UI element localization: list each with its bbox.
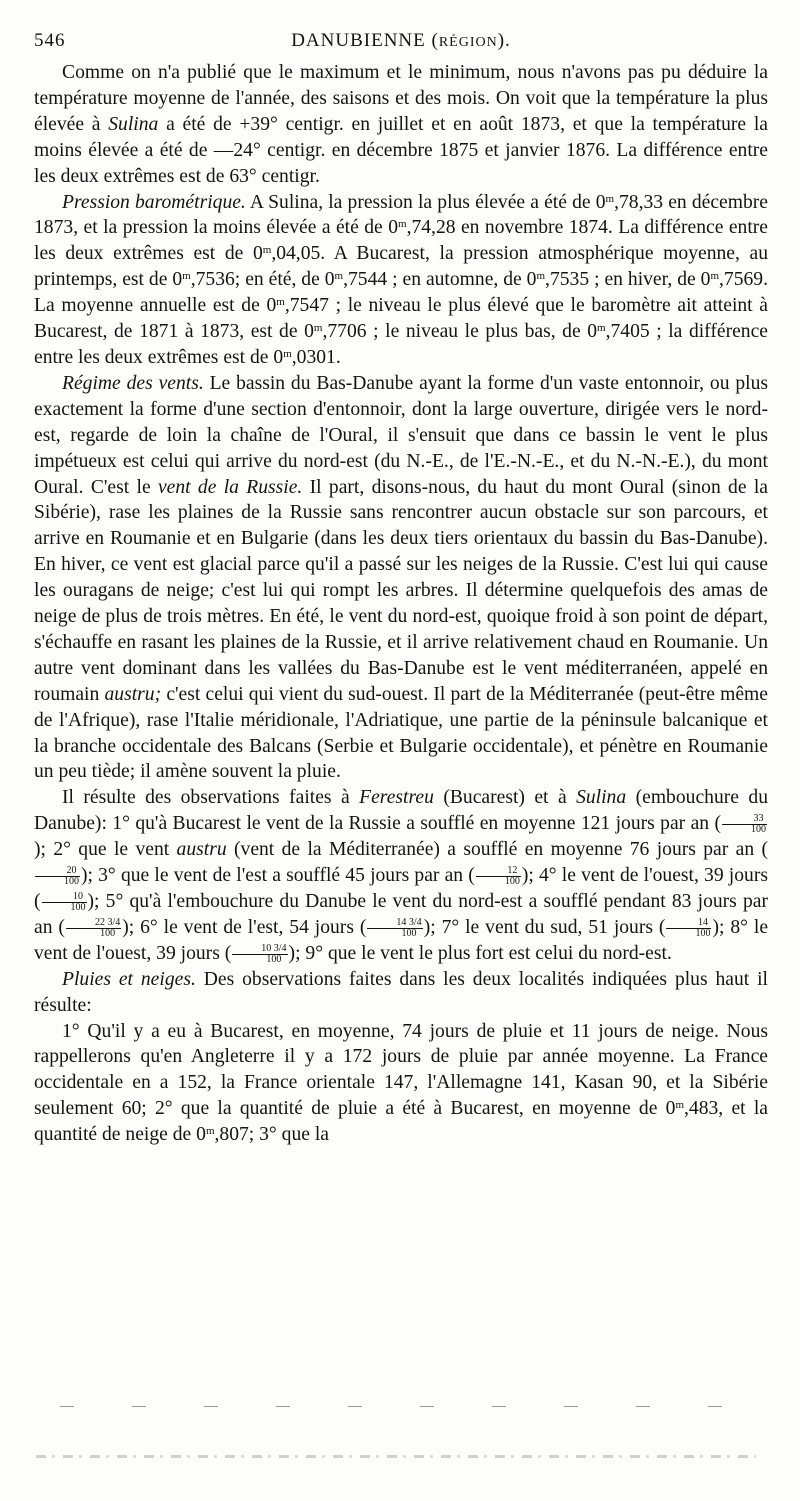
running-head-main: DANUBIENNE ( — [291, 30, 439, 51]
unit-superscript: m — [276, 296, 285, 309]
emphasis: vent de la Russie. — [157, 476, 303, 498]
text-run: (Bucarest) et à — [433, 787, 577, 809]
page-header — [34, 28, 768, 60]
place-name: Ferestreu — [359, 787, 434, 809]
emphasis: austru — [176, 839, 227, 861]
section-title: Pression barométrique. — [62, 191, 246, 213]
text-run: ,78,33 en décembre 1873, et la pression la moins élevée a été de 0 — [34, 191, 768, 239]
paragraph-pluies-detail — [34, 1019, 768, 1149]
unit-superscript: m — [675, 1099, 685, 1112]
text-run: ,0301. — [291, 346, 341, 368]
text-run: a été de +39° centigr. en juillet et en août 1873, et que la température la moins élevée a été de —24° centigr. en décembre 1875 et janvier 1876. La différence entre les deux extrêmes est de 63° centigr. — [34, 113, 768, 187]
fraction: $\frac{10 3/4}{100}$ — [232, 944, 287, 965]
text-run: ); 8° le vent de l'ouest, 39 jours ( — [34, 916, 769, 964]
text-run: ,7547 ; le niveau le plus élevé que le baromètre ait atteint à Bucarest, de 1871 à 1873, est de 0 — [34, 295, 768, 343]
paragraph-temperature — [34, 60, 768, 190]
text-run: ,04,05. A Bucarest, la pression atmosphérique moyenne, au printemps, est de 0 — [34, 243, 768, 291]
emphasis: austru; — [104, 683, 162, 705]
fraction: $\frac{22 3/4}{100}$ — [66, 918, 121, 939]
text-run: 1° Qu'il y a eu à Bucarest, en moyenne, 74 jours de pluie et 11 jours de neige. Nous rappellerons qu'en Angleterre il y a 172 jours de pluie par année moyenne. La France occidentale en a 152, la France orientale 147, l'Allemagne 141, Kasan 90, et la Sibérie seulement 60; 2° que la quantité de pluie a été à Bucarest, en moyenne de 0 — [34, 1020, 768, 1120]
fraction: $\frac{12}{100}$ — [476, 866, 521, 887]
text-run: ,7544 ; en automne, de 0 — [343, 269, 537, 291]
page — [34, 28, 768, 1148]
fraction: $\frac{20}{100}$ — [35, 866, 80, 887]
fraction: $\frac{10}{100}$ — [42, 892, 87, 913]
unit-superscript: m — [262, 244, 272, 257]
paragraph-observations — [34, 785, 768, 966]
text-run: ,7706 ; le niveau le plus bas, de 0 — [322, 321, 598, 343]
fraction: $\frac{14 3/4}{100}$ — [367, 918, 422, 939]
unit-superscript: m — [334, 270, 344, 283]
paragraph-pression — [34, 190, 768, 371]
paragraph-vents — [34, 371, 768, 786]
text-run: ,7535 ; en hiver, de 0 — [545, 269, 711, 291]
bleed-through-text — [36, 1455, 756, 1458]
text-run: Le bassin du Bas-Danube ayant la forme d'un vaste entonnoir, ou plus exactement la forme d'une section d'entonnoir, dont la large ouverture, dirigée vers le nord-est, regarde de loin la chaîne de l'Oural, il s'ensuit que dans ce bassin le vent le plus impétueux est celui qui arrive du nord-est (du N.-E., de l'E.-N.-E., et du N.-N.-E.), du mont Oural. C'est le — [34, 372, 769, 498]
text-run: A Sulina, la pression la plus élevée a été de 0 — [245, 191, 606, 213]
text-run: ,807; 3° que la — [214, 1124, 329, 1146]
unit-superscript: m — [605, 192, 615, 205]
unit-superscript: m — [205, 1125, 215, 1138]
unit-superscript: m — [313, 322, 323, 335]
text-run: ); 7° le vent du sud, 51 jours ( — [423, 916, 666, 938]
text-run: Il résulte des observations faites à — [62, 787, 360, 809]
text-run: Comme on n'a publié que le maximum et le minimum, nous n'avons pas pu déduire la température moyenne de l'année, des saisons et des mois. On voit que la température la plus élevée à — [34, 62, 768, 135]
unit-superscript: m — [182, 270, 191, 283]
fraction: $\frac{14}{100}$ — [666, 918, 711, 939]
text-run: Des observations faites dans les deux localités indiquées plus haut il résulte: — [34, 968, 768, 1016]
text-run: ,74,28 en novembre 1874. La différence entre les deux extrêmes est de 0 — [34, 217, 768, 265]
paragraph-pluies — [34, 967, 768, 1019]
body-text — [34, 60, 768, 1148]
text-run: Il part, disons-nous, du haut du mont Oural (sinon de la Sibérie), rase les plaines de la Russie sans rencontrer aucun obstacle sur son parcours, et arrive en Roumanie et en Bulgarie (dans les deux tiers orientaux du bassin du Bas-Danube). En hiver, ce vent est glacial parce qu'il a passé sur les neiges de la Russie. C'est lui qui cause les ouragans de neige; c'est lui qui rompt les arbres. Il détermine quelquefois des amas de neige de plus de trois mètres. En été, le vent du nord-est, quoique froid à son point de départ, s'échauffe en rasant les plaines de la Russie, et il arrive relativement chaud en Roumanie. Un autre vent dominant dans les vallées du Bas-Danube est le vent méditerranéen, appelé en roumain — [34, 476, 768, 705]
place-name: Sulina — [108, 113, 159, 135]
footer-dashes — [60, 1406, 740, 1412]
running-head-small: RÉGION — [438, 35, 498, 50]
unit-superscript: m — [536, 270, 546, 283]
text-run: (embouchure du Danube): 1° qu'à Bucarest le vent de la Russie a soufflé en moyenne 121 jours par an ( — [34, 787, 768, 835]
page-number: 546 — [34, 30, 66, 51]
text-run: (vent de la Méditerranée) a soufflé en moyenne 76 jours par an ( — [226, 839, 768, 861]
section-title: Pluies et neiges. — [62, 968, 196, 990]
text-run: c'est celui qui vient du sud-ouest. Il part de la Méditerranée (peut-être même de l'Afrique), rase l'Italie méridionale, l'Adriatique, une partie de la péninsule balcanique et la branche occidentale des Balcans (Serbie et Bulgarie occidentale), et pénètre en Roumanie un peu tiède; il amène souvent la pluie. — [34, 683, 768, 783]
section-title: Régime des vents. — [62, 372, 204, 394]
text-run: ); 2° que le vent — [34, 839, 177, 861]
text-run: ); 5° qu'à l'embouchure du Danube le vent du nord-est a soufflé pendant 83 jours par an ( — [34, 891, 768, 938]
text-run: ); 9° que le vent le plus fort est celui du nord-est. — [288, 942, 672, 964]
running-head — [34, 30, 768, 52]
unit-superscript: m — [398, 218, 407, 231]
text-run: ); 3° que le vent de l'est a soufflé 45 jours par an ( — [81, 865, 475, 887]
fraction: $\frac{33}{100}$ — [722, 814, 767, 835]
place-name: Sulina — [576, 787, 627, 809]
unit-superscript: m — [597, 322, 606, 335]
text-run: ,483, et la quantité de neige de 0 — [34, 1098, 768, 1146]
text-run: ,7569. La moyenne annuelle est de 0 — [34, 269, 768, 317]
text-run: ); 4° le vent de l'ouest, 39 jours ( — [34, 865, 768, 912]
unit-superscript: m — [283, 347, 292, 360]
text-run: ,7536; en été, de 0 — [190, 269, 335, 291]
text-run: ,7405 ; la différence entre les deux extrêmes est de 0 — [34, 321, 768, 368]
unit-superscript: m — [710, 270, 719, 283]
text-run: ); 6° le vent de l'est, 54 jours ( — [122, 916, 367, 938]
running-head-close: ). — [497, 30, 511, 51]
